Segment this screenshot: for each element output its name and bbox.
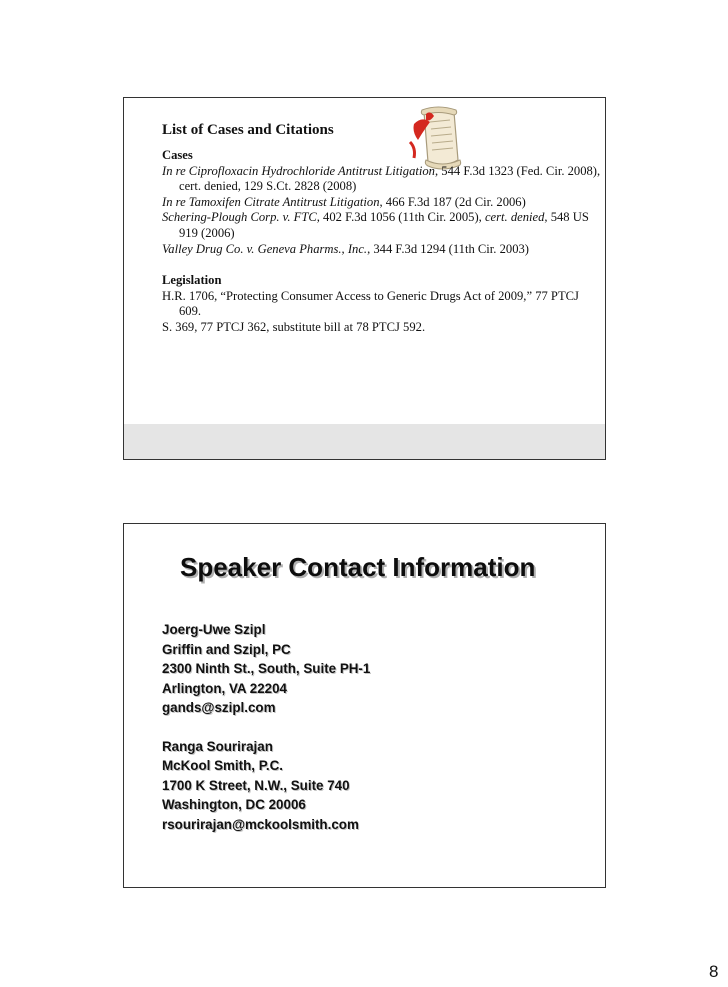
case-citation: In re Ciprofloxacin Hydrochloride Antitrust Litigation, 544 F.3d 1323 (Fed. Cir. 2008), cert. denied, 129 S.Ct. 2828 (2008) [162, 163, 601, 194]
slide-footer-band [124, 424, 605, 459]
case-citation: In re Tamoxifen Citrate Antitrust Litigation, 466 F.3d 187 (2d Cir. 2006) [162, 194, 526, 209]
contact-body [162, 620, 370, 834]
speaker-firm: McKool Smith, P.C. [162, 758, 284, 773]
cases-heading: Cases [162, 148, 193, 162]
speaker-city: Arlington, VA 22204 [162, 680, 288, 696]
speaker-email: rsourirajan@mckoolsmith.com [162, 816, 359, 832]
speaker-name: Joerg-Uwe Szipl [162, 622, 266, 637]
speaker-address: 2300 Ninth St., South, Suite PH-1 [162, 661, 371, 676]
citations-body [162, 148, 602, 336]
page-number: 8 [709, 962, 719, 981]
case-citation: Schering-Plough Corp. v. FTC, 402 F.3d 1056 (11th Cir. 2005), cert. denied, 548 US 919 (2006) [162, 210, 589, 240]
legislation-heading: Legislation [162, 273, 222, 288]
speaker-address: 1700 K Street, N.W., Suite 740 [162, 777, 350, 793]
speaker-firm: Griffin and Szipl, PC [162, 641, 291, 657]
slide-cases-citations [123, 97, 606, 460]
slide-title: List of Cases and Citations [162, 122, 334, 138]
speaker-city: Washington, DC 20006 [162, 797, 306, 812]
legislation-citation: H.R. 1706, “Protecting Consumer Access to Generic Drugs Act of 2009,” 77 PTCJ 609. [162, 288, 579, 319]
speaker-email: gands@szipl.com [162, 700, 276, 715]
speaker-name: Ranga Sourirajan [162, 738, 273, 754]
slide-speaker-contact [123, 523, 606, 888]
legislation-citation: S. 369, 77 PTCJ 362, substitute bill at 78 PTCJ 592. [162, 319, 426, 334]
slide-title: Speaker Contact Information [180, 552, 536, 582]
case-citation: Valley Drug Co. v. Geneva Pharms., Inc., 344 F.3d 1294 (11th Cir. 2003) [162, 241, 529, 256]
